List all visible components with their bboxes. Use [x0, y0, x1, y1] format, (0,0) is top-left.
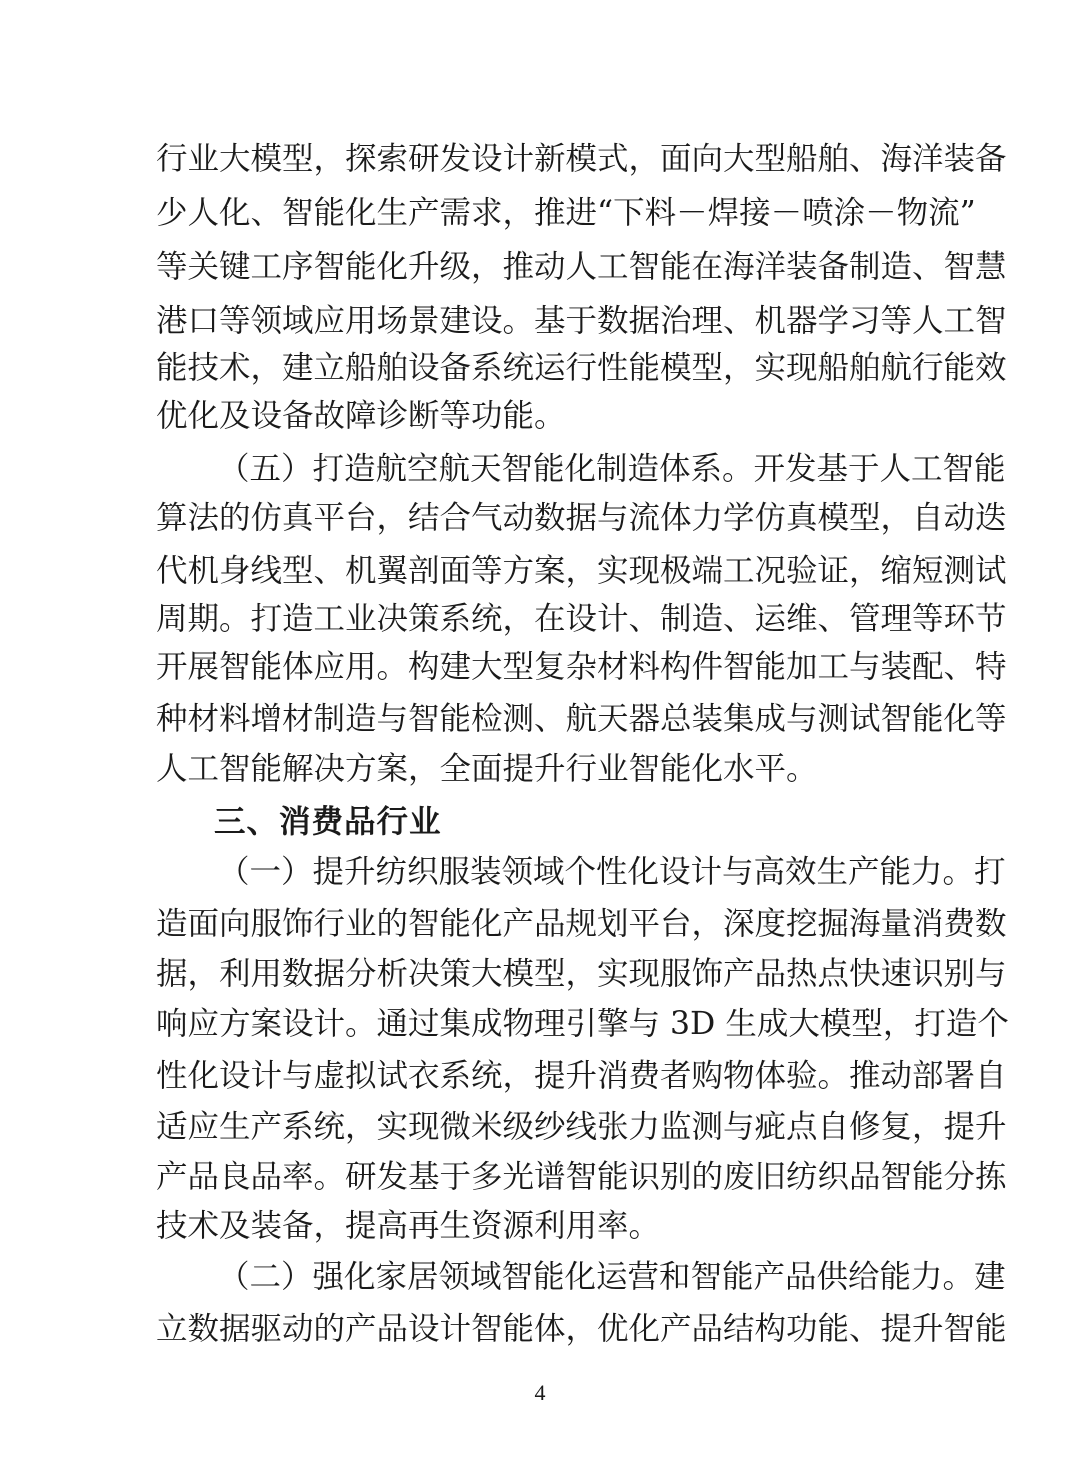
text-line: 造面向服饰行业的智能化产品规划平台，深度挖掘海量消费数 — [156, 906, 1007, 942]
subsection-heading-line: （二）强化家居领域智能化运营和智能产品供给能力。建 — [218, 1259, 1006, 1295]
text-line: 据，利用数据分析决策大模型，实现服饰产品热点快速识别与 — [156, 956, 1007, 992]
text-line: 能技术，建立船舶设备系统运行性能模型，实现船舶航行能效 — [156, 350, 1007, 386]
text-line: 技术及装备，提高再生资源利用率。 — [156, 1208, 661, 1244]
text-line: 行业大模型，探索研发设计新模式，面向大型船舶、海洋装备 — [156, 141, 1007, 177]
text-line: 周期。打造工业决策系统，在设计、制造、运维、管理等环节 — [156, 601, 1007, 637]
text-line: 适应生产系统，实现微米级纱线张力监测与疵点自修复，提升 — [156, 1109, 1007, 1145]
text-line: 等关键工序智能化升级，推动人工智能在海洋装备制造、智慧 — [156, 249, 1007, 285]
page-number: 4 — [534, 1380, 546, 1405]
text-line: 开展智能体应用。构建大型复杂材料构件智能加工与装配、特 — [156, 649, 1007, 685]
text-line: 算法的仿真平台，结合气动数据与流体力学仿真模型，自动迭 — [156, 500, 1007, 536]
text-line: 性化设计与虚拟试衣系统，提升消费者购物体验。推动部署自 — [156, 1058, 1007, 1094]
text-line: 人工智能解决方案，全面提升行业智能化水平。 — [156, 751, 818, 787]
text-line: 少人化、智能化生产需求，推进“下料－焊接－喷涂－物流” — [156, 195, 976, 231]
section-heading: 三、消费品行业 — [214, 804, 442, 840]
section-five-heading-line: （五）打造航空航天智能化制造体系。开发基于人工智能 — [218, 451, 1006, 487]
text-line: 种材料增材制造与智能检测、航天器总装集成与测试智能化等 — [156, 701, 1007, 737]
text-line: 产品良品率。研发基于多光谱智能识别的废旧纺织品智能分拣 — [156, 1159, 1007, 1195]
text-line: 代机身线型、机翼剖面等方案，实现极端工况验证，缩短测试 — [156, 553, 1007, 589]
text-line: 响应方案设计。通过集成物理引擎与 3D 生成大模型，打造个 — [156, 1006, 1009, 1042]
text-line: 港口等领域应用场景建设。基于数据治理、机器学习等人工智 — [156, 303, 1007, 339]
text-line: 立数据驱动的产品设计智能体，优化产品结构功能、提升智能 — [156, 1311, 1007, 1347]
text-line: 优化及设备故障诊断等功能。 — [156, 398, 566, 434]
subsection-heading-line: （一）提升纺织服装领域个性化设计与高效生产能力。打 — [218, 854, 1006, 890]
